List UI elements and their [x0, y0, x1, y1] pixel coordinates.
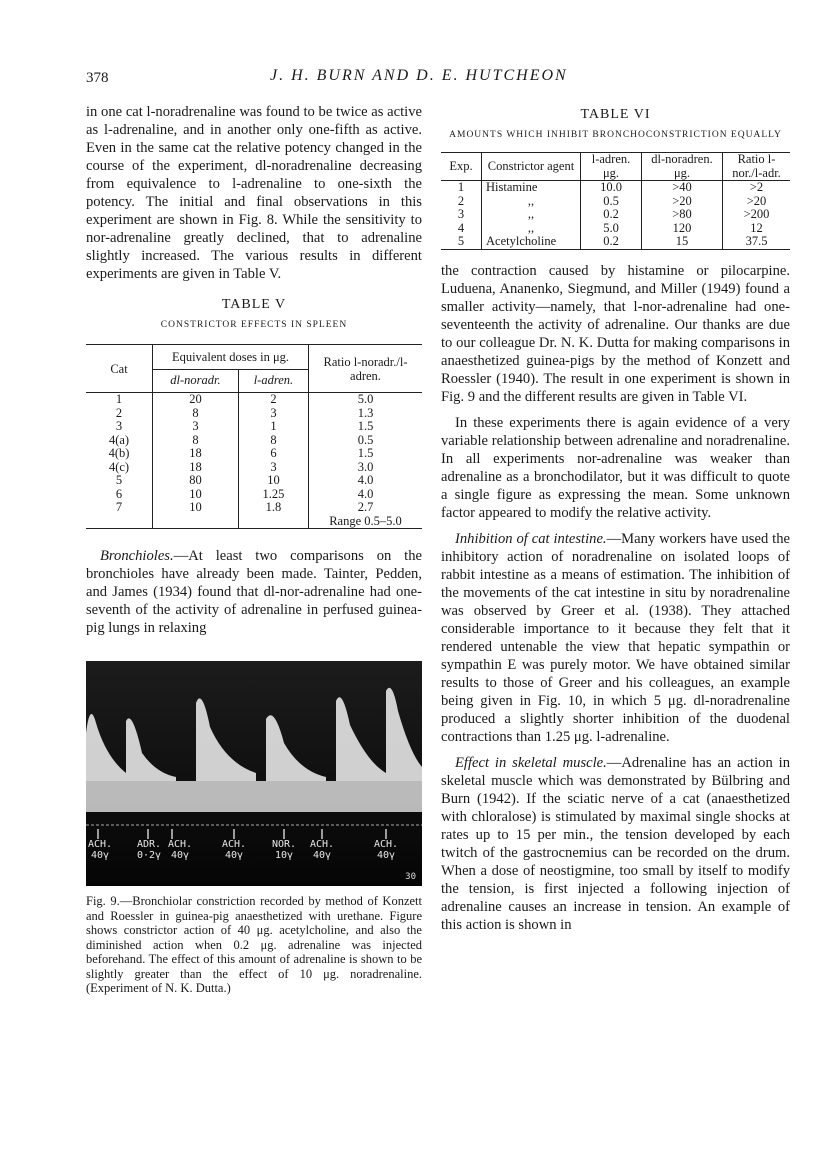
fig-label-dose: 40γ [90, 850, 110, 861]
table-vi-body [441, 181, 790, 250]
table-row [86, 461, 422, 475]
table-v-dl: 8 [153, 407, 239, 421]
table-v-cat: 4(a) [108, 432, 130, 447]
table-v-dl: 80 [153, 474, 239, 488]
table-v-l: 1.25 [238, 488, 308, 502]
table-v-ratio: 0.5 [309, 434, 423, 448]
table-row [441, 208, 790, 222]
cat-intestine-heading: Inhibition of cat intestine. [455, 530, 607, 547]
table-v-l: 6 [238, 447, 308, 461]
fig-label [308, 839, 336, 861]
table-vi-agent: ,, [482, 195, 581, 209]
running-head: J. H. BURN AND D. E. HUTCHEON [270, 67, 568, 84]
table-vi-agent: Acetylcholine [482, 235, 581, 249]
table-vi-l: 10.0 [581, 181, 642, 195]
table-row [86, 474, 422, 488]
table-v-dl: 3 [153, 420, 239, 434]
table-vi-dl: 120 [642, 222, 723, 236]
table-vi-col-dl: dl-noradren. μg. [642, 153, 723, 181]
table-vi-l: 0.5 [581, 195, 642, 209]
table-vi-l: 0.2 [581, 208, 642, 222]
table-v-dl: 8 [153, 434, 239, 448]
bronchioles-heading: Bronchioles. [100, 548, 174, 564]
fig-label-drug: ACH. [221, 839, 247, 850]
table-vi-ratio: >20 [723, 195, 791, 209]
table-vi-ratio: >200 [723, 208, 791, 222]
table-row [86, 488, 422, 502]
fig-label-dose: 40γ [312, 850, 332, 861]
table-vi-l: 0.2 [581, 235, 642, 249]
trace-baseline [86, 781, 422, 811]
fig-label-drug: ACH. [167, 839, 193, 850]
left-paragraph-1: in one cat l-noradrenaline was found to be twice as active as l-adrenaline, and in another only one-fifth as active. Even in the same cat the relative potency changed in the course of the experiment, dl-noradrenaline decreasing from equivalence to l-adrenaline to one-sixth the potency. The initial and final observations in this experiment are shown in Fig. 8. While the sensitivity to nor-adrenaline greatly declined, that to adrenaline slightly increased. The various results in different experiments are given in Table V. [86, 104, 422, 282]
fig-label-drug: ADR. [136, 839, 162, 850]
table-v-ratio: 1.3 [309, 407, 423, 421]
table-vi-dl: >80 [642, 208, 723, 222]
table-v-l: 10 [238, 474, 308, 488]
table-v-cat: 3 [115, 419, 123, 433]
table-v-range: Range 0.5–5.0 [309, 515, 423, 529]
table-v-cat: 5 [115, 473, 123, 487]
bronchioles-text: —At least two comparisons on the bronchioles have already been made. Tainter, Pedden, and James (1934) found that dl-nor-adrenaline had one-seventh of the activity of adrenaline in perfused guinea-pig lungs in relaxing [86, 548, 422, 636]
figure-9-labels [86, 839, 422, 879]
table-vi-exp: 2 [457, 193, 465, 208]
fig-label-dose: 0·2γ [136, 850, 162, 861]
table-row [441, 181, 790, 195]
table-vi-exp: 4 [457, 220, 465, 235]
table-v-cat: 7 [115, 500, 123, 514]
table-v-ratio: 4.0 [309, 474, 423, 488]
table-vi-exp: 3 [457, 207, 465, 221]
table-v-l: 2 [238, 393, 308, 407]
table-v-ratio: 1.5 [309, 420, 423, 434]
table-v-ratio: 1.5 [309, 447, 423, 461]
right-paragraph-4 [441, 754, 790, 934]
table-v-col-dl: dl-noradr. [153, 369, 239, 393]
page-number: 378 [86, 70, 109, 86]
table-vi-col-exp: Exp. [441, 153, 482, 181]
table-vi-col-agent: Constrictor agent [482, 153, 581, 181]
table-vi-l: 5.0 [581, 222, 642, 236]
right-column [441, 103, 790, 934]
figure-9-trace [86, 661, 422, 886]
fig-label-drug: ACH. [87, 839, 113, 850]
left-paragraph-2 [86, 547, 422, 637]
table-v-title: TABLE V [221, 297, 287, 312]
table-vi-title: TABLE VI [580, 107, 651, 122]
table-v-col-cat: Cat [86, 345, 153, 393]
table-v-dl: 10 [153, 488, 239, 502]
right-paragraph-3 [441, 530, 790, 746]
fig-label-dose: 40γ [224, 850, 244, 861]
table-v-dl: 20 [153, 393, 239, 407]
table-row [86, 407, 422, 421]
figure-9-caption: Fig. 9.—Bronchiolar constriction recorded by method of Konzett and Roessler in guinea-pig anaesthetized with urethane. Figure shows constrictor action of 40 μg. acetylcholine, and also the diminished action when 0.2 μg. adrenaline was injected beforehand. The effect of this amount of adrenaline is shown to be slightly greater than the effect of 10 μg. noradrenaline. (Experiment of N. K. Dutta.) [86, 894, 422, 995]
table-vi-dl: 15 [642, 235, 723, 249]
table-vi-subtitle: AMOUNTS WHICH INHIBIT BRONCHOCONSTRICTION EQUALLY [449, 130, 782, 140]
table-v-ratio: 2.7 [309, 501, 423, 515]
table-v-cat: 4(c) [108, 459, 130, 474]
table-v-ratio: 5.0 [309, 393, 423, 407]
table-vi-col-ratio: Ratio l-nor./l-adr. [723, 153, 791, 181]
table-v-col-l: l-adren. [238, 369, 308, 393]
table-vi-col-l: l-adren. μg. [581, 153, 642, 181]
table-v-l: 1 [238, 420, 308, 434]
table-vi-dl: >40 [642, 181, 723, 195]
table-vi-agent: Histamine [482, 181, 581, 195]
left-column [86, 103, 422, 996]
table-range-row [86, 515, 422, 529]
table-v-cat: 1 [115, 392, 123, 406]
fig-label [86, 839, 114, 861]
table-vi-dl: >20 [642, 195, 723, 209]
table-v-col-group: Equivalent doses in μg. [153, 345, 309, 370]
table-v-l: 1.8 [238, 501, 308, 515]
fig-label [166, 839, 194, 861]
table-vi-agent: ,, [482, 222, 581, 236]
fig-label-drug: ACH. [309, 839, 335, 850]
table-vi-ratio: >2 [723, 181, 791, 195]
figure-9-scale: 30 [405, 872, 416, 882]
table-v-ratio: 4.0 [309, 488, 423, 502]
table-row [86, 420, 422, 434]
table-v-cat: 6 [115, 486, 123, 501]
table-vi-ratio: 12 [723, 222, 791, 236]
table-v-l: 3 [238, 461, 308, 475]
fig-label [134, 839, 164, 861]
table-v-dl: 10 [153, 501, 239, 515]
table-v-col-ratio: Ratio l-noradr./l-adren. [309, 345, 423, 393]
fig-label [270, 839, 298, 861]
table-v-cat: 2 [115, 405, 123, 420]
table-row [86, 393, 422, 407]
table-vi-exp: 1 [457, 180, 465, 194]
table-vi [441, 152, 790, 250]
fig-label-dose: 40γ [170, 850, 190, 861]
fig-label-drug: ACH. [373, 839, 399, 850]
cat-intestine-text: —Many workers have used the inhibitory action of noradrenaline on isolated loops of rabbit intestine as a means of estimation. The inhibition of the movements of the cat intestine in situ by noradrenaline was observed by Greer et al. (1938). They attached considerable importance to it because they felt that it rendered untenable the view that hepatic sympathin or sympathin E was purely motor. We have obtained similar results to those of Greer and his colleagues, an example being given in Fig. 10, in which 5 μg. dl-noradrenaline produced a slightly shorter inhibition of the duodenal contractions than 1.25 μg. l-adrenaline. [441, 530, 790, 745]
table-row [441, 195, 790, 209]
table-v-dl: 18 [153, 447, 239, 461]
fig-label-dose: 40γ [376, 850, 396, 861]
table-v-l: 3 [238, 407, 308, 421]
table-vi-ratio: 37.5 [723, 235, 791, 249]
fig-label [220, 839, 248, 861]
table-v-dl: 18 [153, 461, 239, 475]
skeletal-muscle-text: —Adrenaline has an action in skeletal muscle which was demonstrated by Bülbring and Burn (1942). If the sciatic nerve of a cat (anaesthetized with chloralose) is stimulated by maximal single shocks at rates up to 15 per min., the tension developed by each twitch of the gastrocnemius can be recorded on the drum. When a dose of neostigmine, too small by itself to modify the tension, is first injected a following injection of adrenaline causes an increase in tension. An example of this action is shown in [441, 754, 790, 933]
table-row [86, 501, 422, 515]
right-paragraph-1: the contraction caused by histamine or pilocarpine. Luduena, Ananenko, Siegmund, and Miller (1949) found a smaller activity—namely, that l-nor-adrenaline had one-seventeenth the activity of adrenaline. Our thanks are due to our colleague Dr. N. K. Dutta for making comparisons in anaesthetized guinea-pigs by the method of Konzett and Roessler (1940). The result in one experiment is shown in Fig. 9 and the different results are given in Table VI. [441, 262, 790, 405]
table-v-l: 8 [238, 434, 308, 448]
fig-label [372, 839, 400, 861]
fig-label-dose: 10γ [274, 850, 294, 861]
skeletal-muscle-heading: Effect in skeletal muscle. [455, 754, 607, 771]
table-row [441, 235, 790, 249]
right-paragraph-2: In these experiments there is again evidence of a very variable relationship between adrenaline and noradrenaline. In all experiments nor-adrenaline was weaker than adrenaline as a bronchodilator, but it was difficult to quote a single figure as expressing the mean. Some unknown factor appeared to modify the relative activity. [441, 414, 790, 521]
table-v-subtitle: CONSTRICTOR EFFECTS IN SPLEEN [160, 320, 348, 330]
fig-label-drug: NOR. [271, 839, 297, 850]
table-v-ratio: 3.0 [309, 461, 423, 475]
table-v [86, 344, 422, 529]
table-row [86, 447, 422, 461]
table-vi-exp: 5 [457, 234, 465, 248]
table-row [441, 222, 790, 236]
table-v-cat: 4(b) [108, 446, 130, 460]
table-row [86, 434, 422, 448]
table-vi-agent: ,, [482, 208, 581, 222]
table-v-body [86, 393, 422, 529]
